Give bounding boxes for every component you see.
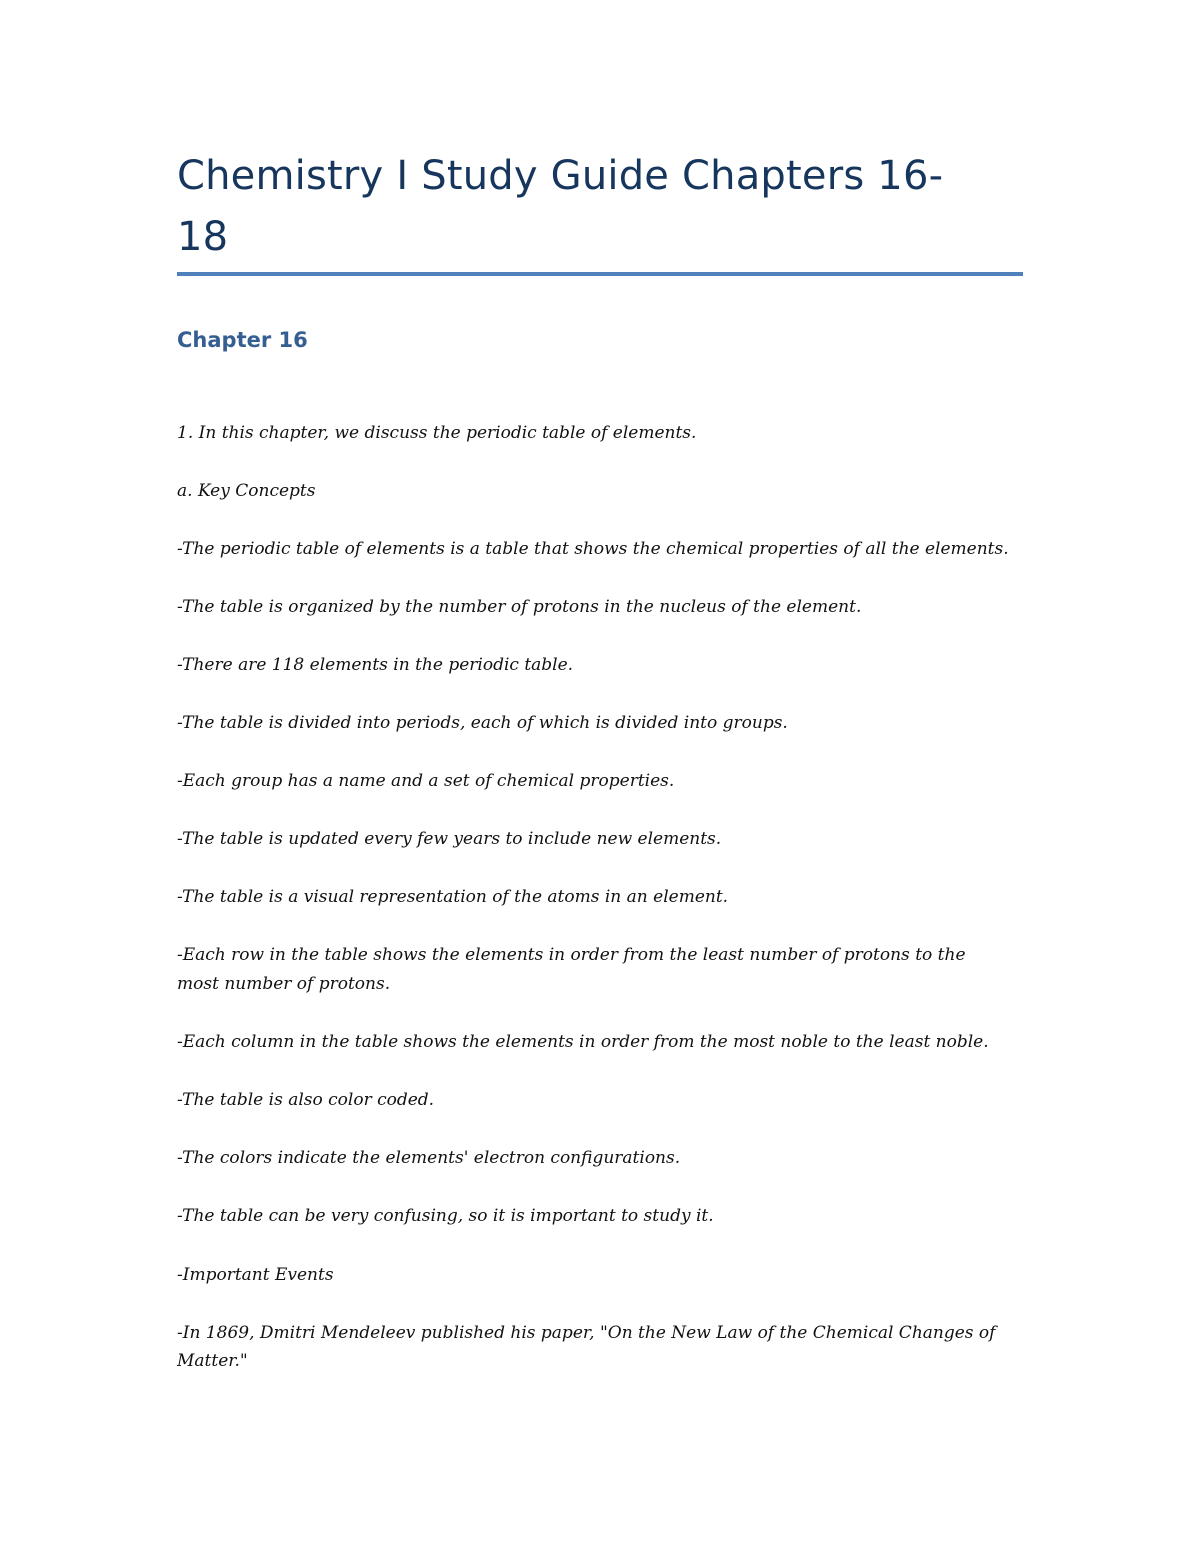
- body-line: -The table is also color coded.: [177, 1090, 435, 1110]
- body-line: -There are 118 elements in the periodic table.: [177, 655, 574, 675]
- body-line: -The table is a visual representation of the atoms in an element.: [177, 887, 729, 907]
- title-line-2: 18: [177, 214, 229, 260]
- body-line: -The table is updated every few years to include new elements.: [177, 829, 722, 849]
- body-line: -The periodic table of elements is a table that shows the chemical properties of all the elements.: [177, 539, 1009, 559]
- body-line: -The table is organized by the number of protons in the nucleus of the element.: [177, 597, 862, 617]
- title-line-1: Chemistry I Study Guide Chapters 16-: [177, 153, 944, 199]
- body-line: -Each row in the table shows the elements in order from the least number of protons to the: [177, 945, 966, 965]
- body-line-continuation: Matter.": [177, 1351, 248, 1371]
- body-line: -The table can be very confusing, so it is important to study it.: [177, 1206, 714, 1226]
- body-line: -The table is divided into periods, each of which is divided into groups.: [177, 713, 788, 733]
- chapter-heading: Chapter 16: [177, 328, 308, 352]
- body-line: -Each column in the table shows the elements in order from the most noble to the least noble.: [177, 1032, 989, 1052]
- body-line-important-events: -Important Events: [177, 1265, 334, 1285]
- body-line-key-concepts: a. Key Concepts: [177, 481, 316, 501]
- body-line: -Each group has a name and a set of chemical properties.: [177, 771, 675, 791]
- document-title: [177, 146, 1017, 268]
- body-line: -In 1869, Dmitri Mendeleev published his paper, "On the New Law of the Chemical Changes of: [177, 1323, 996, 1343]
- body-line-chapter-intro: 1. In this chapter, we discuss the periodic table of elements.: [177, 423, 697, 443]
- body-line-continuation: most number of protons.: [177, 974, 391, 994]
- title-underline-divider: [177, 272, 1023, 276]
- body-line: -The colors indicate the elements' electron configurations.: [177, 1148, 681, 1168]
